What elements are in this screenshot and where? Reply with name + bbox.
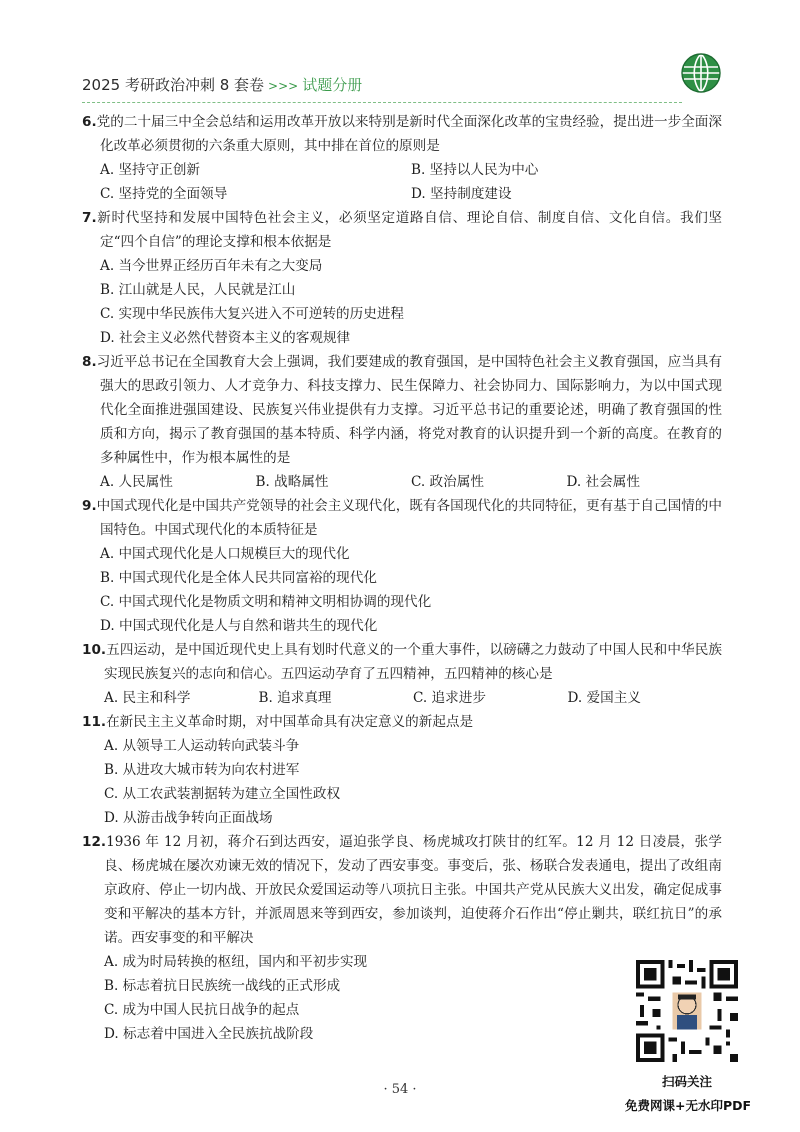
question-number: 11.	[82, 714, 107, 730]
option-c: C. 从工农武装割据转为建立全国性政权	[104, 786, 341, 802]
option-a: A. 当今世界正经历百年未有之大变局	[100, 258, 323, 274]
option-c: C. 追求进步	[413, 690, 486, 706]
question-number: 9.	[82, 498, 97, 514]
question-8	[82, 350, 722, 494]
option-d: D. 爱国主义	[567, 690, 641, 706]
question-stem: 中国式现代化是中国共产党领导的社会主义现代化，既有各国现代化的共同特征，更有基于自己国情的中国特色。中国式现代化的本质特征是	[96, 498, 722, 538]
question-stem: 在新民主主义革命时期，对中国革命具有决定意义的新起点是	[106, 714, 474, 730]
qr-promo-text: 免费网课+无水印PDF	[624, 1098, 752, 1113]
question-9	[82, 494, 722, 638]
running-header	[82, 74, 362, 95]
question-number: 6.	[82, 114, 97, 130]
option-b: B. 江山就是人民，人民就是江山	[100, 282, 296, 298]
options	[82, 734, 722, 830]
option-d: D. 社会属性	[566, 474, 640, 490]
question-stem: 习近平总书记在全国教育大会上强调，我们要建成的教育强国，是中国特色社会主义教育强国，应当具有强大的思政引领力、人才竞争力、科技支撑力、民生保障力、社会协同力、国际影响力，为以中国式现代化全面推进强国建设、民族复兴伟业提供有力支撑。习近平总书记的重要论述，明确了教育强国的性质和方向，揭示了教育强国的基本特质、科学内涵，将党对教育的认识提升到一个新的高度。在教育的多种属性中，作为根本属性的是	[96, 354, 722, 466]
option-a: A. 从领导工人运动转向武装斗争	[104, 738, 300, 754]
option-d: D. 从游击战争转向正面战场	[104, 810, 273, 826]
page-number: · 54 ·	[383, 1082, 417, 1097]
options	[82, 542, 722, 638]
question-number: 7.	[82, 210, 97, 226]
option-b: B. 追求真理	[258, 690, 332, 706]
question-number: 10.	[82, 642, 107, 658]
qr-caption: 扫码关注	[661, 1074, 712, 1089]
option-c: C. 坚持党的全面领导	[100, 186, 228, 202]
option-c: C. 实现中华民族伟大复兴进入不可逆转的历史进程	[100, 306, 405, 322]
option-d: D. 中国式现代化是人与自然和谐共生的现代化	[100, 618, 378, 634]
options	[82, 158, 722, 206]
qr-code-icon[interactable]	[636, 960, 738, 1062]
question-number: 8.	[82, 354, 97, 370]
header-divider	[82, 102, 682, 103]
option-d: D. 标志着中国进入全民族抗战阶段	[104, 1026, 314, 1042]
question-12	[82, 830, 722, 1046]
option-a: A. 坚持守正创新	[100, 162, 201, 178]
option-c: C. 政治属性	[411, 474, 484, 490]
book-title: 2025 考研政治冲刺 8 套卷	[82, 76, 265, 94]
option-b: B. 标志着抗日民族统一战线的正式形成	[104, 978, 341, 994]
options	[82, 470, 722, 494]
options	[82, 254, 722, 350]
option-b: B. 战略属性	[255, 474, 329, 490]
question-10	[82, 638, 722, 710]
options	[82, 686, 722, 710]
option-b: B. 坚持以人民为中心	[411, 162, 539, 178]
options	[82, 950, 722, 1046]
option-d: D. 坚持制度建设	[411, 186, 512, 202]
section-title: 试题分册	[302, 76, 363, 94]
question-stem: 五四运动，是中国近现代史上具有划时代意义的一个重大事件，以磅礴之力鼓动了中国人民和中华民族实现民族复兴的志向和信心。五四运动孕育了五四精神，五四精神的核心是	[104, 642, 722, 682]
question-7	[82, 206, 722, 350]
option-a: A. 成为时局转换的枢纽，国内和平初步实现	[104, 954, 368, 970]
option-c: C. 中国式现代化是物质文明和精神文明相协调的现代化	[100, 594, 432, 610]
question-stem: 党的二十届三中全会总结和运用改革开放以来特别是新时代全面深化改革的宝贵经验，提出进一步全面深化改革必须贯彻的六条重大原则，其中排在首位的原则是	[96, 114, 722, 154]
header-arrows: >>>	[268, 79, 299, 93]
question-6	[82, 110, 722, 206]
question-list	[82, 110, 722, 1046]
question-number: 12.	[82, 834, 107, 850]
option-a: A. 人民属性	[100, 474, 173, 490]
question-11	[82, 710, 722, 830]
option-b: B. 从进攻大城市转为向农村进军	[104, 762, 300, 778]
option-a: A. 民主和科学	[104, 690, 191, 706]
globe-logo-icon	[680, 52, 722, 94]
option-d: D. 社会主义必然代替资本主义的客观规律	[100, 330, 351, 346]
option-c: C. 成为中国人民抗日战争的起点	[104, 1002, 300, 1018]
question-stem: 1936 年 12 月初，蒋介石到达西安，逼迫张学良、杨虎城攻打陕甘的红军。12 月 12 日凌晨，张学良、杨虎城在屡次劝谏无效的情况下，发动了西安事变。事变后，张、杨联合发表通电，提出了改组南京政府、停止一切内战、开放民众爱国运动等八项抗日主张。中国共产党从民族大义出发，确定促成事变和平解决的基本方针，并派周恩来等到西安，参加谈判，迫使蒋介石作出“停止剿共，联红抗日”的承诺。西安事变的和平解决	[104, 834, 722, 946]
option-a: A. 中国式现代化是人口规模巨大的现代化	[100, 546, 350, 562]
option-b: B. 中国式现代化是全体人民共同富裕的现代化	[100, 570, 377, 586]
question-stem: 新时代坚持和发展中国特色社会主义，必须坚定道路自信、理论自信、制度自信、文化自信。我们坚定“四个自信”的理论支撑和根本依据是	[96, 210, 722, 250]
